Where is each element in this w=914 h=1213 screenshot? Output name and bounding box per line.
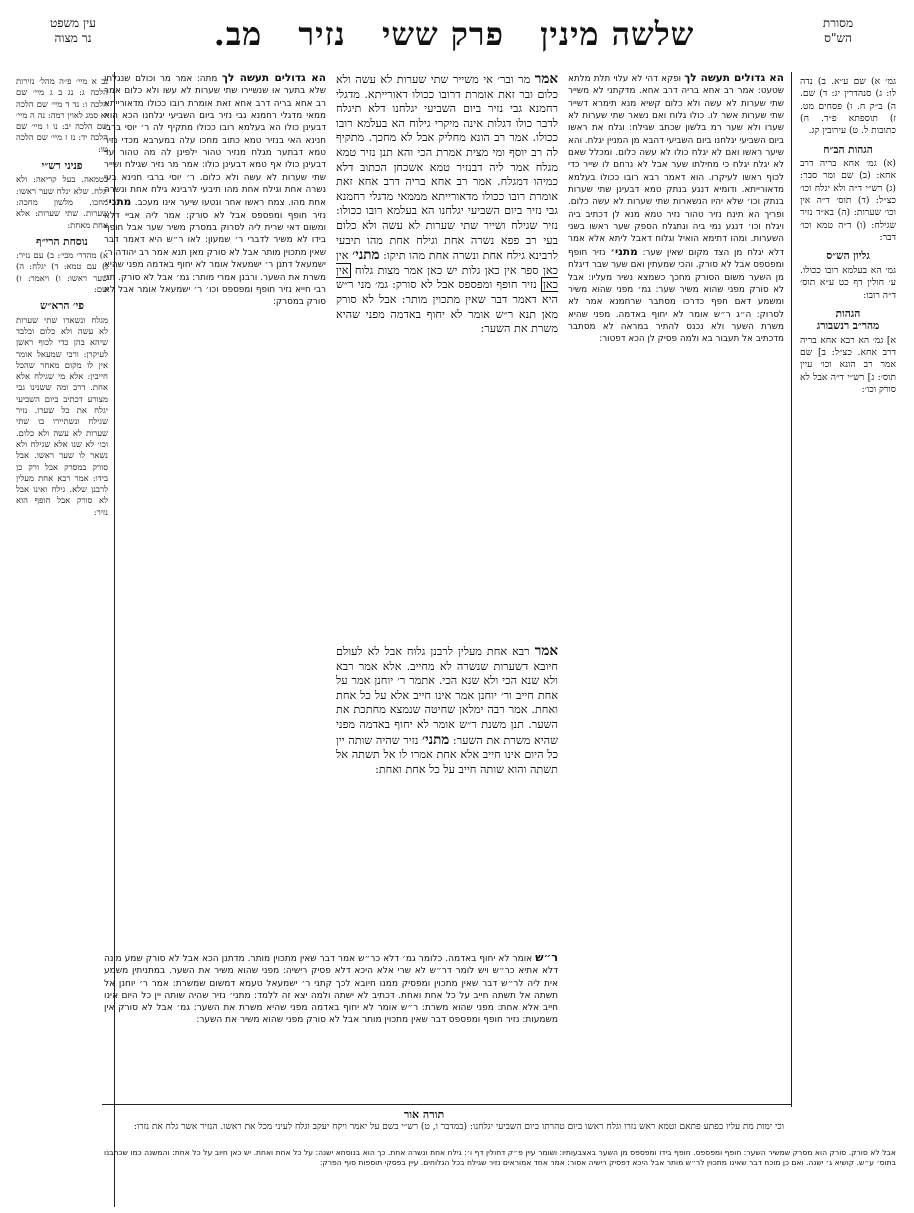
nusach-harif-text: א) מהדר׳ מבי׳: ב) עם נזיר: ג) עם טמא: ד) יגלח: ה) שער ראשו: ו) ויאמר: ז) שם:	[16, 250, 108, 295]
tosafot-commentary	[104, 72, 326, 1032]
title-folio: מב.	[213, 15, 263, 53]
ein-mishpat-text: נב א מיי׳ פ״ה מהל׳ נזירות הלכה ג: נג ב ג מיי׳ שם הלכה ו: נד ד מיי׳ שם הלכה יא סמג לאוין רמה: נה ה מיי׳ שם הלכה יב: נו ו מיי׳ שם הלכה יד: נז ז מיי׳ שם הלכה טו:	[16, 76, 108, 154]
gemara-lower-mishna-word: מתני׳	[422, 731, 450, 748]
rashi-lead-word: הא גדולים תעשה לך	[684, 72, 784, 84]
gemara-text: מר ובר׳ אי משייר שתי שערות לא עשה ולא כלום ובר זאת אומרת דרובו ככולו דאורייתא. מדגלי רחמנא גבי נזיר ביום השביעי יגלחנו דלא תיגלח לדבר כולו דגלות אינה מיקרי גילוח הא בעלמא רובו ככולו. אמר רב הונא מחליק אבל לא מחכך. מתקיף לה רב יוסף ומי מצית אמרת הכי והא תנן נזיר טמא מגלח אמר ליה דבנזיר טמא אשכחן הכתוב דלא כמיהו דמגלח. אמר רב אחא בריה דרב אחא זאת אומרת רובו ככולו מדאורייתא מממאי מדגלי רחמנא גבי נזיר ביום השביעי יגלחנו הא בעלמא רובו ככולו: נזיר שגילח ושייר שתי שערות לא עשה ולא כלום בעי רב פפא נשרה אחת וגילח אחת מהו תיבעי לרבינא גילח אחת ונשרה אחת מהו תיקו:	[336, 73, 558, 263]
hagahot-maharab-title: הגהות מהר״ב רנשבורג	[816, 307, 880, 333]
hagahot-maharab-text: א] גמ׳ הא רבא אחא בריה דרב אחא. כצ״ל: ב] שם אמר רב הונא וכו׳ עיין תוס׳: ג] רש״י ד״ה אבל לא סורק וכו׳:	[800, 334, 896, 395]
rashi-text-2: נזיר חופף ומפספס אבל לא סורק. והכי שמעתין ואם שער שבר דיגלח מן השער משום הסורק מחכך כשמצא נשיר מעליו: אבל לא סורק מפני שהוא משיר שער: גמ׳ מפני שהוא משיר ומשמע דאם חפף כדרכו מסתבר שרחמנא אמר לא לסרוק: ה״ג ר״ש אומר לא יחוף באדמה. מפני שהיא משרת השער ולא נכנס להתיר במראה לא מסתבר מדכתיב אל תעבור בא ולמה פסיק לן הכא דפטור:	[568, 247, 784, 345]
bottom-commentary-lead: ר״ש	[535, 952, 558, 964]
gemara-lower-text-2: נזיר שהיה שותה יין כל היום אינו חייב אלא אחת אמרו לו אל תשתה אל תשתה והוא שותה חייב על כל אחת ואחת:	[336, 733, 558, 776]
gemara-lead-word: אמר	[534, 72, 558, 87]
gemara-lower-text	[336, 644, 558, 944]
torah-or-text: וכי ימות מת עליו בפתע פתאם וטמא ראש נזרו וגלח ראשו ביום טהרתו ביום השביעי יגלחנו: (במדבר ו, ט) רש״י בשם על יאמר ויקח יעקב וגלח לעיני מכל את ראשו. הנזיר אשר גלח את נזרו:	[133, 1122, 784, 1132]
tosafot-mishna-word: מתני׳	[104, 196, 132, 209]
gilyon-hashas-text: גמ׳ הא בעלמא רובו ככולו. ע׳ חולין דף כט ע״א תוס׳ ד״ה רובו:	[800, 264, 896, 301]
gemara-text-2: אין כאן ספר אין כאן גלות יש כאן אמר מצות גלוח	[336, 249, 558, 277]
rashi-mishna-word: מתני׳	[610, 245, 638, 258]
column-divider	[791, 72, 792, 1107]
masoret-hashas-column	[800, 76, 896, 1104]
gemara-lower-lead: אמר	[534, 644, 558, 659]
rashi-commentary	[568, 72, 784, 1032]
tosafot-text-2: נזיר חופף ומפספס אבל לא סורק: אמר ליה אביי דלא ומשום דאי שרית ליה לסרוק במסרק משיר שער אבל חופף בידו לא משיר לדברי ר׳ שמעון: לאו ר״ש היא דאמר דבר שאין מתכוין מותר אבל לא סורק מאן תנא אמר רב יהודה ר׳ ישמעאל דתנן ר׳ ישמעאל אומר לא יחוף באדמה מפני שהיא משרת את השער. ורבנן אמרי מותר: גמ׳ אבל לא סורק. תני רבי חייא נזיר חופף ומפספס וכו׳ ר׳ ישמעאל אומר אבל לא סורק במסרק:	[104, 210, 326, 308]
rashi-pearls-title: פניני רש״י	[41, 160, 83, 173]
perush-harosh-text: מגלח ונשארו שתי שערות לא עשה ולא כלום ובלבד שיהא בהן כדי לכוף ראשן לעיקרן: ורבי שמעאל אומר אין לו מקום מאחר שהכל חייבין: אלא מי שגילח אלא אחת. דרב ומה ששנינו גבי מצורע דכתיב ביום השביעי יגלח את כל שערו. נזיר שגילח ונשתיירו בו שתי שערות לא עשה ולא כלום. וכו׳ לא שנו אלא שגילח ולא נשאר לו שער ראשו. אבל סורק במסרק אבל ורק כן בידו: אמר רבא אחת מעלין לרבנן שלא. גילח ואינו אבל לא סורק אבל חופף הוא נזיר:	[16, 314, 108, 517]
hagahot-habach-text: (א) גמ׳ אחא בריה דרב אחא: (ב) שם ומר סבר: (ג) רש״י ד״ה ולא יגלח וכו׳ כצ״ל: (ד) תוס׳ ד״ה אין וכו׳ שערות: (ה) בא״ד נזיר שגילח: (ו) ד״ה טמא וכו׳ דבר:	[800, 158, 896, 244]
tosafot-lead-word: הא גדולים תעשה לך	[221, 72, 326, 84]
ein-mishpat-label: עין משפט נר מצוה	[50, 16, 96, 45]
page-footnote: אבל לא סורק. סורק הוא מסרק שמשיר השער: חופף ומפספס. חופף בידו ומפספס מן השער באצבעותיו: ושומר עיין פ״ק דחולין דף ו׳: גילח אחת ונשרה אחת. כך הוא בנוסחא ישנה: על כל אחת ואחת. יש כאן חיוב על כל אחת: והמשנה כמו שכתבנו בתוס׳ ע״ש. קושיא ג׳ ישנה. ואם כן מוכח דבר שאינו מתכוין לר״ש מותר אבל היכא דפסיק רישיה אסור: אמר אחד אמוראים נזיר שגילח בכל הגלוחים. עיין בפסקי תוספות סוף הפרק:	[104, 1148, 896, 1167]
gilyon-hashas-title: גליון הש״ס	[826, 250, 870, 263]
gemara-main-text	[336, 72, 558, 637]
hagahot-habach-title: הגהות הב״ח	[823, 143, 873, 156]
title-tractate: נזיר	[298, 15, 346, 53]
rashi-text: ופקא דהי לא עלוי תלת מלתא שטעט: אמר רב אחא בריה דרב אחא. מדקתני לא משייר שתי שערות לא עשה ולא כלום קשיא מנא תימרא דשייר שתי שערות אשר לו. כולו גלוח ואם נשאר שתי שערות לא שערו ולא שער רמ בלשון שכתב שגילח: וגלח את ראשו ביום השביעי יגלחנו ביום השביעי דהבא מן המניין יגלח. והא שיער ראשו ואם לא יגלח כולו לא עשה כלום. ומכלל שאם לא יגלח יגלח כי מחילתו שער אבל לא נרחם לו שייר כדי לכוף ראשו לעיקרו. הוא דאמר רבא רובו ככולו בעלמא מדאורייתא. ודומיא דנגע בנתק טמא דבעינן שתי שערות בנתק וכו׳ שלא יהיו הנשארות שתי שערות לא עשה כלום. ופריך הא תינח נזיר טהור נזיר טמא מנא לן דכתיב ביה ויגלח וכו׳ דנגע נמי ביה ונתגלח הספק שער ראשו בשני השערות. ומהו דתימא הואיל וגלוח דאבל ליתא אלא אמר דלא יגלח מן הצד מקום שאין שער:	[568, 74, 784, 258]
ein-mishpat-column	[16, 76, 108, 1206]
section-divider	[102, 1104, 792, 1105]
title-chapter: פרק ששי	[381, 15, 505, 53]
perush-harosh-title: פי׳ הרא״ש	[40, 300, 84, 313]
torah-or-title: תורה אור	[403, 1108, 445, 1121]
bottom-commentary	[104, 952, 558, 1062]
nusach-harif-title: נוסחת הרי״ף	[36, 235, 88, 248]
masoret-hashas-label: מסורת הש"ס	[822, 16, 854, 45]
page-title	[154, 14, 754, 54]
gemara-text-3: נזיר חופף ומפספס אבל לא סורק: גמ׳ מני ר״ש היא דאמר דבר שאין מתכוין מותר: אבל לא סורק מאן תנא ר״ש אומר לא יחוף באדמה מפני שהיא משרת את השער:	[336, 278, 558, 336]
rashi-pearls-text: בטמאה. בעל קריאה: ולא יגלח. שלא יגלח שער ראשו: מחכו. מלשון מחכה: שערות. שתי שערות: אלא אחת מאחת:	[16, 174, 108, 230]
tosafot-text: מתה: אמר מר וכולם שנגלחו שלא בתער או שנשיירו שתי שערות לא עשו ולא כלום אמר רב אחא בריה דרב אחא זאת אומרת רובו ככולו מדאורייתא ממאי מדגלי רחמנא גבי נזיר ביום השביעי יגלחנו הכא הוא דבעינן כולו הא בעלמא רובו ככולו מתקיף לה ר׳ יוסי ברבי חנינא האי בנזיר טמא כתוב מחכו עלה במערבא מכדי נזיר טמא דבתער מגלח מנזיר טהור ילפינן לה מה טהור עד דבעינן כולו אף טמא דבעינן כולו: אמר מר נזיר שגילח ושייר שתי שערות לא עשה ולא כלום. ר׳ יוסי ברבי חנינא בעי נשרה אחת וגילח אחת מהו תיבעי לרבינא גילח אחת ונשרה אחת מהו. צמח ראשו אחר ונטעו שיער אינו מעכב.	[104, 74, 326, 209]
masoret-text: גמ׳ א) שם ע״א. ב) נדה לו: ג) סנהדרין יג: ד) שם. ה) ב״ק ח. ו) פסחים מט. ז) תוספתא פ״ד. ח) כתובות ל. ט) עירובין קג.	[800, 76, 896, 137]
gemara-mishna-word: מתני׳	[352, 247, 380, 264]
gemara-boxed-phrase: אין כאן	[336, 263, 558, 292]
title-tractate-chapter: שלשה מינין	[540, 15, 695, 53]
bottom-commentary-text: אומר לא יחוף באדמה. כלומר גמ׳ דלא כר״ש אמר דבר שאין מתכוין מותר. מדתנן הכא אבל לא סורק שמע מינה דלא אתיא כר״ש ויש לומר דר״ש לא שרי אלא היכא דלא פסיק רישיה: מפני שהוא משיר את השער. במתניתין משמע אית ליה לר״ש דבר שאין מתכוין ומפסיק ממנו חיובא לכך קתני ר׳ ישמעאל טעמא דמשום שמשרת: אמר ר׳ יוחנן אל תשתה אל תשתה חייב על כל אחת ואחת. דכתיב לא ישתה ולמה יצא זה ללמד: מתני׳ נזיר שהיה שותה יין כל היום אינו חייב אלא אחת: מפני שהוא משרת: ר״ש אומר לא יחוף באדמה מפני שהיא משרת את השער: גמ׳ אבל לא סורק אין משמעות: נזיר חופף ומפספס דבר שאין מתכוין מותר אבל לא סורק מפני שהוא משיר את השער:	[104, 954, 558, 1026]
gemara-lower-text-1: רבא אחת מעלין לרבנן גלוח אבל לא לעולם חיובא דשערות שנשרה לא מחייב. אלא אמר רבא ולא שנא הכי ולא שנא הכי. אתמר ר׳ יוחנן אמר על אחת חייב ור׳ יוחנן אמר אינו חייב אלא על כל אחת ואחת. אמר רבה ימלאן שחיטה שנמצא מחתכת את השער. תנן משנת ר״ש אומר לא יחוף באדמה מפני שהיא משרת את השער:	[336, 645, 558, 747]
